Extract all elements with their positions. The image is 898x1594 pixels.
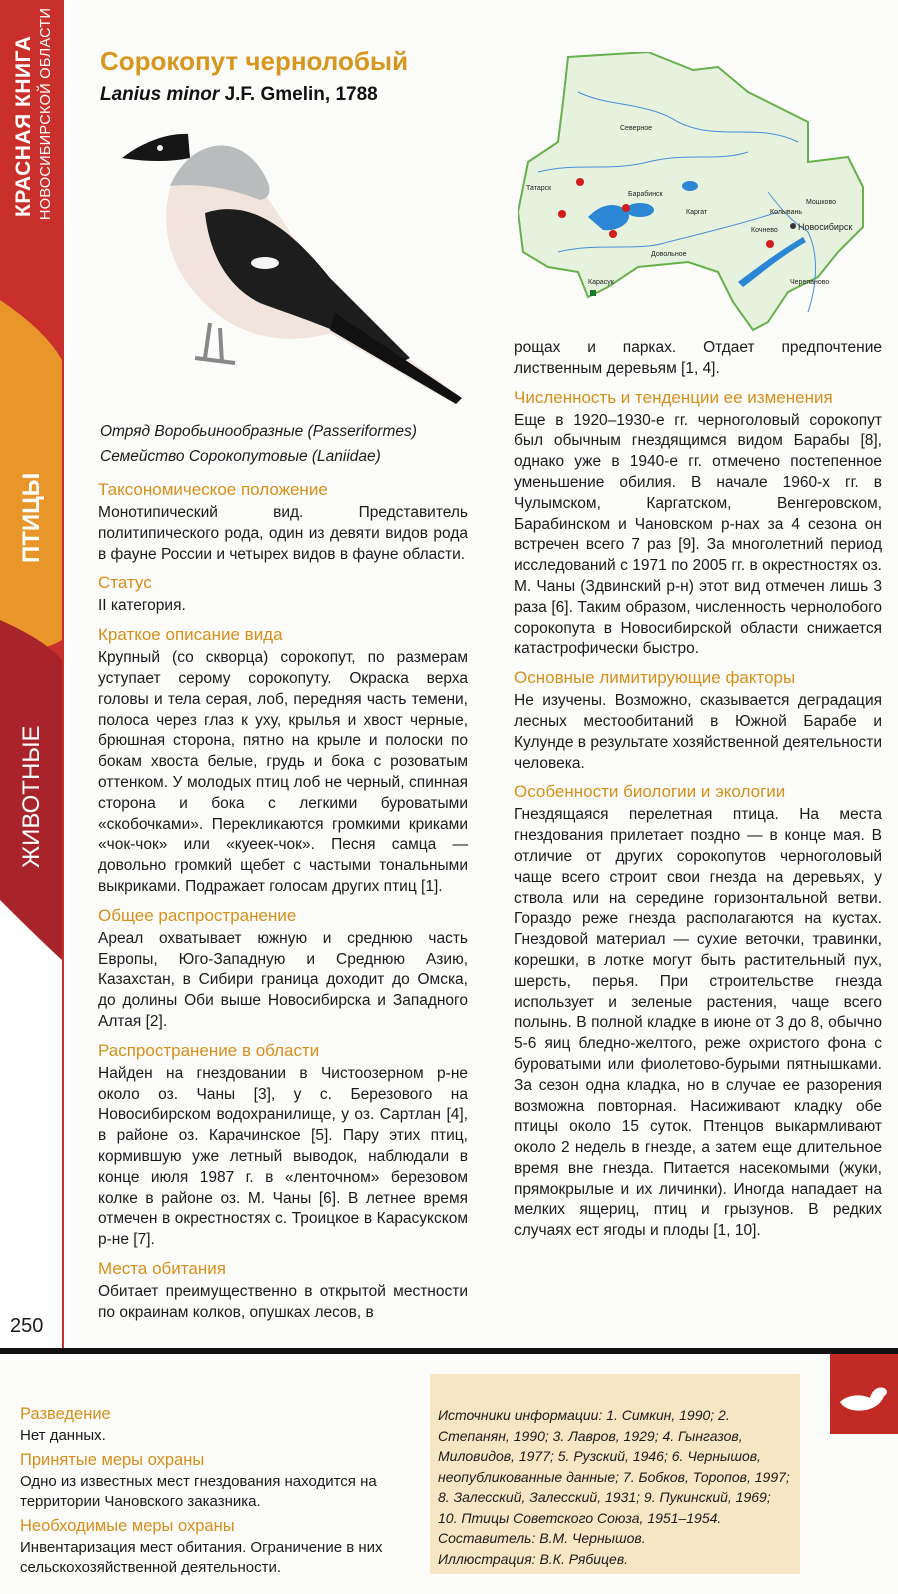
- compiler-line: Составитель: В.М. Чернышов.: [438, 1530, 646, 1546]
- species-title: Сорокопут чернолобый: [100, 46, 409, 76]
- map-town: Барабинск: [628, 191, 663, 198]
- section-heading: Таксономическое положение: [98, 480, 328, 499]
- map-town: Каргат: [686, 209, 708, 216]
- section-heading: Особенности биологии и экологии: [514, 782, 786, 802]
- section-text: II категория.: [98, 597, 186, 615]
- section-text: Нет данных.: [20, 1427, 106, 1444]
- section-heading: Основные лимитирующие факторы: [514, 668, 796, 688]
- category-birds: ПТИЦЫ: [18, 472, 45, 563]
- book-subtitle: НОВОСИБИРСКОЙ ОБЛАСТИ: [38, 7, 54, 220]
- section-text: Ареал охватывает южную и среднюю часть Европы, Юго-Западную и Среднюю Азию, Казахстан, в Сибири граница доходит до Омска, до долины Оби выше Новосибирска и Западного Алтая [2].: [98, 929, 468, 1030]
- page-rule: [62, 0, 64, 1350]
- section-heading: Необходимые меры охраны: [20, 1517, 235, 1535]
- section-text: Еще в 1920–1930-е гг. черноголовый сорокопут был обычным гнездящимся видом Барабы [8], однако уже в 1940-е гг. отмечено постепенное уменьшение обилия. В начале 1960-х гг. в Чулымском, Каргатском, Венгеровском, Барабинском и Чановском р-нах за 4 сезона он встречен всего 7 раз [9]. За многолетний период исследований с 1971 по 2005 гг. в окрестностях оз. М. Чаны (Здвинский р-н) этот вид отмечен лишь 3 раза [6]. Таким образом, численность чернолобого сорокопута в Новосибирской области снижается катастрофически быстро.: [514, 411, 882, 658]
- section-heading: Численность и тенденции ее изменения: [514, 387, 833, 407]
- map-town: Кочнево: [751, 227, 778, 234]
- duck-icon: [830, 1354, 898, 1434]
- bird-illustration: [110, 118, 470, 408]
- species-latin-line: [100, 84, 378, 106]
- section-text: Не изучены. Возможно, сказывается деградация лесных местообитаний в Южной Барабе и Кулунде в результате хозяйственной деятельности человека.: [514, 692, 882, 772]
- map-town: Новосибирск: [798, 222, 853, 232]
- section-heading: Распространение в области: [98, 1040, 320, 1060]
- book-title: КРАСНАЯ КНИГА: [12, 35, 35, 217]
- section-heading: Места обитания: [98, 1258, 226, 1278]
- section-heading: Общее распространение: [98, 905, 297, 925]
- illustrator-line: Иллюстрация: В.К. Рябицев.: [438, 1550, 629, 1567]
- section-text: Гнездящаяся перелетная птица. На места гнездования прилетает поздно — в конце мая. В отличие от других сорокопутов черноголовый чаще всего строит свои гнезда на деревьях, у ствола или на середине горизонтальной ветви. Гораздо реже гнезда располагаются на кустах. Гнездовой материал — сухие веточки, травинки, корешки, в лотке могут быть растительный пух, шерсть, перья. При строительстве гнезда использует и зеленые растения, чаще всего полынь. В полной кладке в июне от 3 до 8, обычно 5-6 яиц бледно-желтого, реже охристого фона с буроватыми или фиолетово-бурыми пятнышками. За сезон одна кладка, но в случае ее разорения возможна повторная. Насиживают кладку обе птицы около 15 суток. Птенцов выкармливают около 2 недель в гнезде, а затем еще длительное время вне гнезда. Питается насекомыми (жуки, прямокрылые и их личинки). Иногда нападает на мелких ящериц, птиц и грызунов. В редких случаях ест ягоды и плоды [1, 10].: [514, 806, 882, 1240]
- sources-list: Источники информации: 1. Симкин, 1990; 2. Степанян, 1990; 3. Лавров, 1929; 4. Гынгазов, Миловидов, 1977; 5. Рузский, 1946; 6. Чернышов, неопубликованные данные; 7. Бобков, Торопов, 1997; 8. Залесский, Залесский, 1931; 9. Пукинский, 1969; 10. Птицы Советского Союза, 1951–1954.: [438, 1407, 790, 1526]
- section-heading: Разведение: [20, 1405, 111, 1423]
- section-text: Монотипический вид. Представитель политипического рода, один из девяти видов рода в фауне России и четырех видов в фауне области.: [98, 504, 468, 563]
- map-town: Колывань: [770, 209, 802, 216]
- latin-author: J.F. Gmelin, 1788: [224, 84, 378, 105]
- category-animals: ЖИВОТНЫЕ: [18, 725, 45, 868]
- page-number: 250: [10, 1315, 44, 1337]
- right-column: [514, 338, 882, 1242]
- bottom-left-column: [20, 1400, 400, 1578]
- taxonomy-block: [100, 419, 417, 469]
- section-text: Найден на гнездовании в Чистоозерном р-не около оз. Чаны [3], у с. Березового на Новосибирском водохранилище, у оз. Сартлан [4], в районе оз. Карачинское [5]. Пару этих птиц, кормившую уже летный выводок, наблюдали в конце июля 1987 г. в «ленточном» березовом колке в районе оз. М. Чаны [6]. В летнее время отмечен в окрестностях с. Троицкое в Карасукском р-не [7].: [98, 1064, 468, 1249]
- section-heading: Принятые меры охраны: [20, 1451, 205, 1469]
- section-heading: Краткое описание вида: [98, 625, 283, 645]
- distribution-map: [518, 52, 884, 332]
- map-town: Черепаново: [790, 279, 830, 286]
- duck-tab: [830, 1354, 898, 1434]
- map-town: Татарск: [526, 185, 552, 192]
- section-text: Одно из известных мест гнездования находится на территории Чановского заказника.: [20, 1473, 377, 1510]
- sources-block: [438, 1405, 794, 1569]
- family-line: Семейство Сорокопутовые (Laniidae): [100, 448, 381, 465]
- section-text: Инвентаризация мест обитания. Ограничение в них сельскохозяйственной деятельности.: [20, 1539, 383, 1576]
- continued-text: рощах и парках. Отдает предпочтение лиственным деревьям [1, 4].: [514, 339, 882, 377]
- map-town: Северное: [620, 125, 653, 132]
- section-heading: Статус: [98, 573, 152, 593]
- map-town: Мошково: [806, 199, 836, 206]
- map-town: Карасук: [588, 279, 614, 286]
- latin-name: Lanius minor: [100, 84, 220, 105]
- order-line: Отряд Воробьинообразные (Passeriformes): [100, 423, 417, 440]
- section-text: Обитает преимущественно в открытой местности по окраинам колков, опушках лесов, в: [98, 1282, 468, 1321]
- left-column: [98, 480, 468, 1324]
- section-text: Крупный (со скворца) сорокопут, по размерам уступает серому сорокопуту. Окраска верха головы и тела серая, лоб, передняя часть темени, полоса через глаз к уху, крылья и хвост черные, брюшная сторона, пятно на крыле и полоски по бокам хвоста белые, грудь и бока с розоватым оттенком. У молодых птиц лоб не черный, спинная сторона и бока с легкими буроватыми «скобочками». Перекликаются громкими криками «чок-чок» или «куеек-чок». Песня самца — довольно громкий щебет с частыми тональными выкриками. Подражает голосам других птиц [1].: [98, 649, 468, 895]
- map-town: Довольное: [651, 251, 687, 258]
